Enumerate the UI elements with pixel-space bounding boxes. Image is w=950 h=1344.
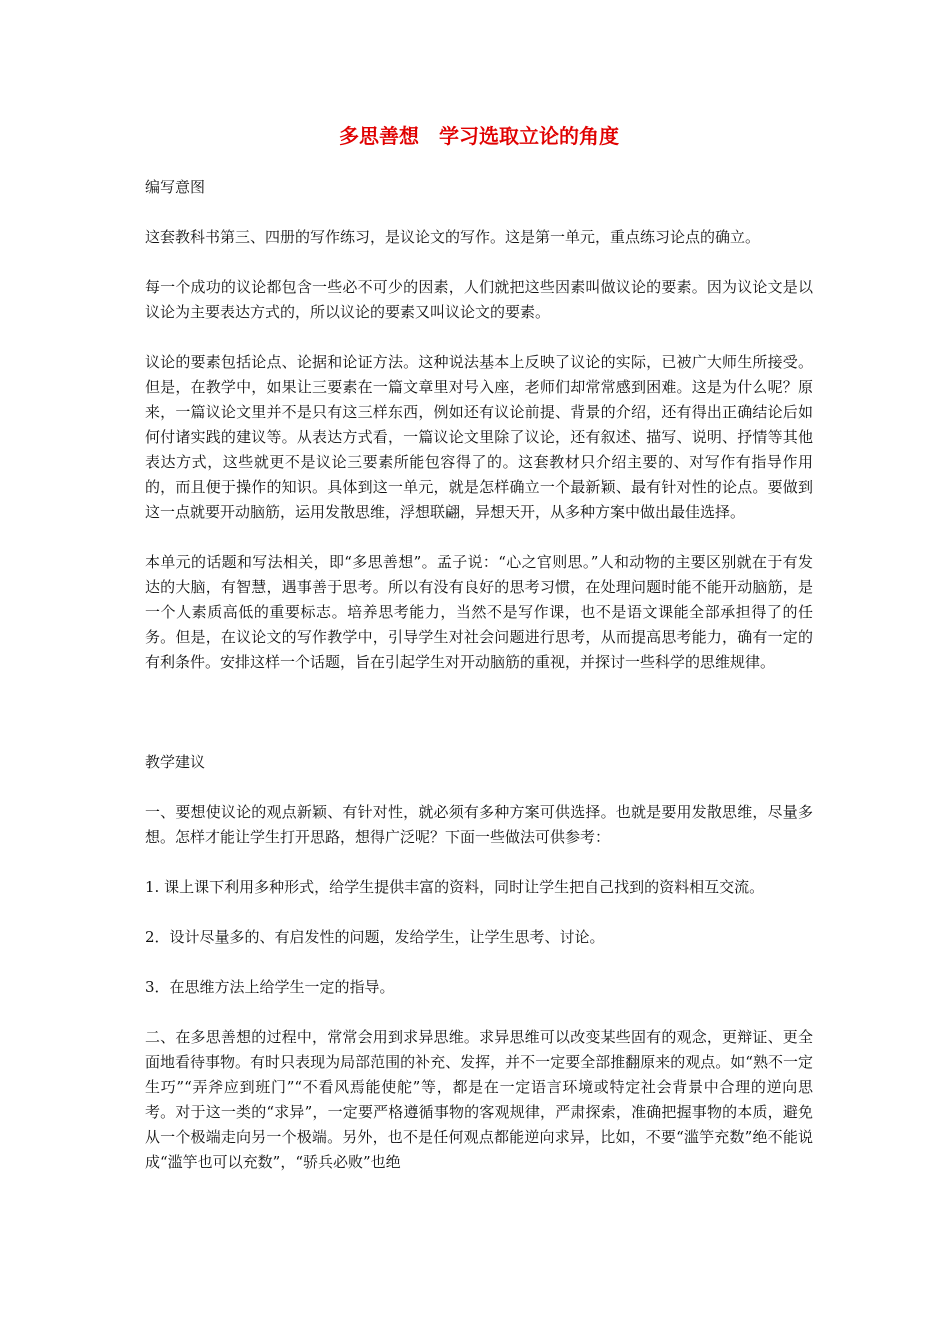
spacer	[145, 525, 813, 550]
paragraph: 议论的要素包括论点、论据和论证方法。这种说法基本上反映了议论的实际，已被广大师生所接受。但是，在教学中，如果让三要素在一篇文章里对号入座，老师们却常常感到困难。这是为什么呢？原来，一篇议论文里并不是只有这三样东西，例如还有议论前提、背景的介绍，还有得出正确结论后如何付诸实践的建议等。从表达方式看，一篇议论文里除了议论，还有叙述、描写、说明、抒情等其他表达方式，这些就更不是议论三要素所能包容得了的。这套教材只介绍主要的、对写作有指导作用的，而且便于操作的知识。具体到这一单元，就是怎样确立一个最新颖、最有针对性的论点。要做到这一点就要开动脑筋，运用发散思维，浮想联翩，异想天开，从多种方案中做出最佳选择。	[145, 353, 813, 521]
list-item: 1. 课上课下利用多种形式，给学生提供丰富的资料，同时让学生把自己找到的资料相互交流。	[145, 878, 765, 896]
list-item: 2．设计尽量多的、有启发性的问题，发给学生，让学生思考、讨论。	[145, 928, 605, 946]
spacer	[145, 325, 813, 350]
paragraph: 一、要想使议论的观点新颖、有针对性，就必须有多种方案可供选择。也就是要用发散思维，尽量多想。怎样才能让学生打开思路，想得广泛呢？下面一些做法可供参考：	[145, 803, 813, 846]
spacer	[145, 900, 813, 925]
spacer	[145, 675, 813, 750]
spacer	[145, 950, 813, 975]
spacer	[145, 250, 813, 275]
document-body	[145, 122, 813, 1175]
document-title: 多思善想 学习选取立论的角度	[339, 124, 619, 148]
list-item: 3．在思维方法上给学生一定的指导。	[145, 978, 395, 996]
spacer	[145, 850, 813, 875]
spacer	[145, 1000, 813, 1025]
spacer	[145, 775, 813, 800]
paragraph: 本单元的话题和写法相关，即“多思善想”。孟子说：“心之官则思。”人和动物的主要区别就在于有发达的大脑，有智慧，遇事善于思考。所以有没有良好的思考习惯，在处理问题时能不能开动脑筋，是一个人素质高低的重要标志。培养思考能力，当然不是写作课，也不是语文课能全部承担得了的任务。但是，在议论文的写作教学中，引导学生对社会问题进行思考，从而提高思考能力，确有一定的有利条件。安排这样一个话题，旨在引起学生对开动脑筋的重视，并探讨一些科学的思维规律。	[145, 553, 813, 671]
paragraph: 这套教科书第三、四册的写作练习，是议论文的写作。这是第一单元，重点练习论点的确立。	[145, 228, 761, 246]
paragraph: 每一个成功的议论都包含一些必不可少的因素，人们就把这些因素叫做议论的要素。因为议论文是以议论为主要表达方式的，所以议论的要素又叫议论文的要素。	[145, 278, 813, 321]
spacer	[145, 200, 813, 225]
section-heading-teaching-suggestions: 教学建议	[145, 753, 206, 771]
section-heading-writing-intent: 编写意图	[145, 178, 206, 196]
paragraph: 二、在多思善想的过程中，常常会用到求异思维。求异思维可以改变某些固有的观念，更辩证、更全面地看待事物。有时只表现为局部范围的补充、发挥，并不一定要全部推翻原来的观点。如“熟不一定生巧”“弄斧应到班门”“不看风焉能使舵”等，都是在一定语言环境或特定社会背景中合理的逆向思考。对于这一类的“求异”，一定要严格遵循事物的客观规律，严肃探索，准确把握事物的本质，避免从一个极端走向另一个极端。另外，也不是任何观点都能逆向求异，比如，不要“滥竽充数”绝不能说成“滥竽也可以充数”，“骄兵必败”也绝	[145, 1028, 813, 1171]
